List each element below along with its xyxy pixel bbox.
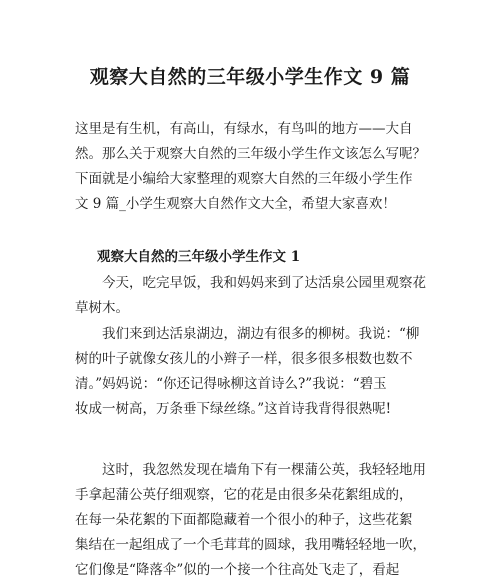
paragraph-line: 我们来到达活泉湖边，湖边有很多的柳树。我说：“柳 (75, 326, 420, 342)
paragraph-line: 树的叶子就像女孩儿的小辫子一样，很多很多根数也数不 (75, 351, 413, 367)
paragraph-line: 手拿起蒲公英仔细观察，它的花是由很多朵花絮组成的， (75, 487, 413, 503)
paragraph-line: 草树木。 (75, 300, 129, 316)
paragraph-2 (75, 322, 430, 422)
section-heading: 观察大自然的三年级小学生作文 1 (97, 249, 301, 265)
paragraph-1 (75, 271, 430, 321)
paragraph-line: 妆成一树高，万条垂下绿丝绦。”这首诗我背得很熟呢! (75, 401, 392, 417)
intro-line: 然。那么关于观察大自然的三年级小学生作文该怎么写呢？ (75, 146, 426, 162)
paragraph-line: 清。”妈妈说：“你还记得咏柳这首诗么?”我说：“碧玉 (75, 376, 387, 392)
intro-paragraph (75, 117, 430, 217)
paragraph-line: 集结在一起组成了一个毛茸茸的圆球，我用嘴轻轻地一吹， (75, 537, 426, 553)
document-title: 观察大自然的三年级小学生作文 9 篇 (89, 66, 411, 88)
intro-line: 这里是有生机，有高山，有绿水，有鸟叫的地方——大自 (75, 121, 413, 137)
intro-line: 下面就是小编给大家整理的观察大自然的三年级小学生作 (75, 171, 413, 187)
paragraph-line: 它们像是“降落伞”似的一个接一个往高处飞走了，看起 (75, 562, 400, 578)
paragraph-3 (75, 458, 430, 583)
paragraph-line: 在每一朵花絮的下面都隐藏着一个很小的种子，这些花絮 (75, 512, 413, 528)
intro-line: 文 9 篇_小学生观察大自然作文大全，希望大家喜欢！ (75, 196, 396, 212)
paragraph-line: 今天，吃完早饭，我和妈妈来到了达活泉公园里观察花 (75, 275, 426, 291)
paragraph-line: 这时，我忽然发现在墙角下有一棵蒲公英，我轻轻地用 (75, 462, 426, 478)
